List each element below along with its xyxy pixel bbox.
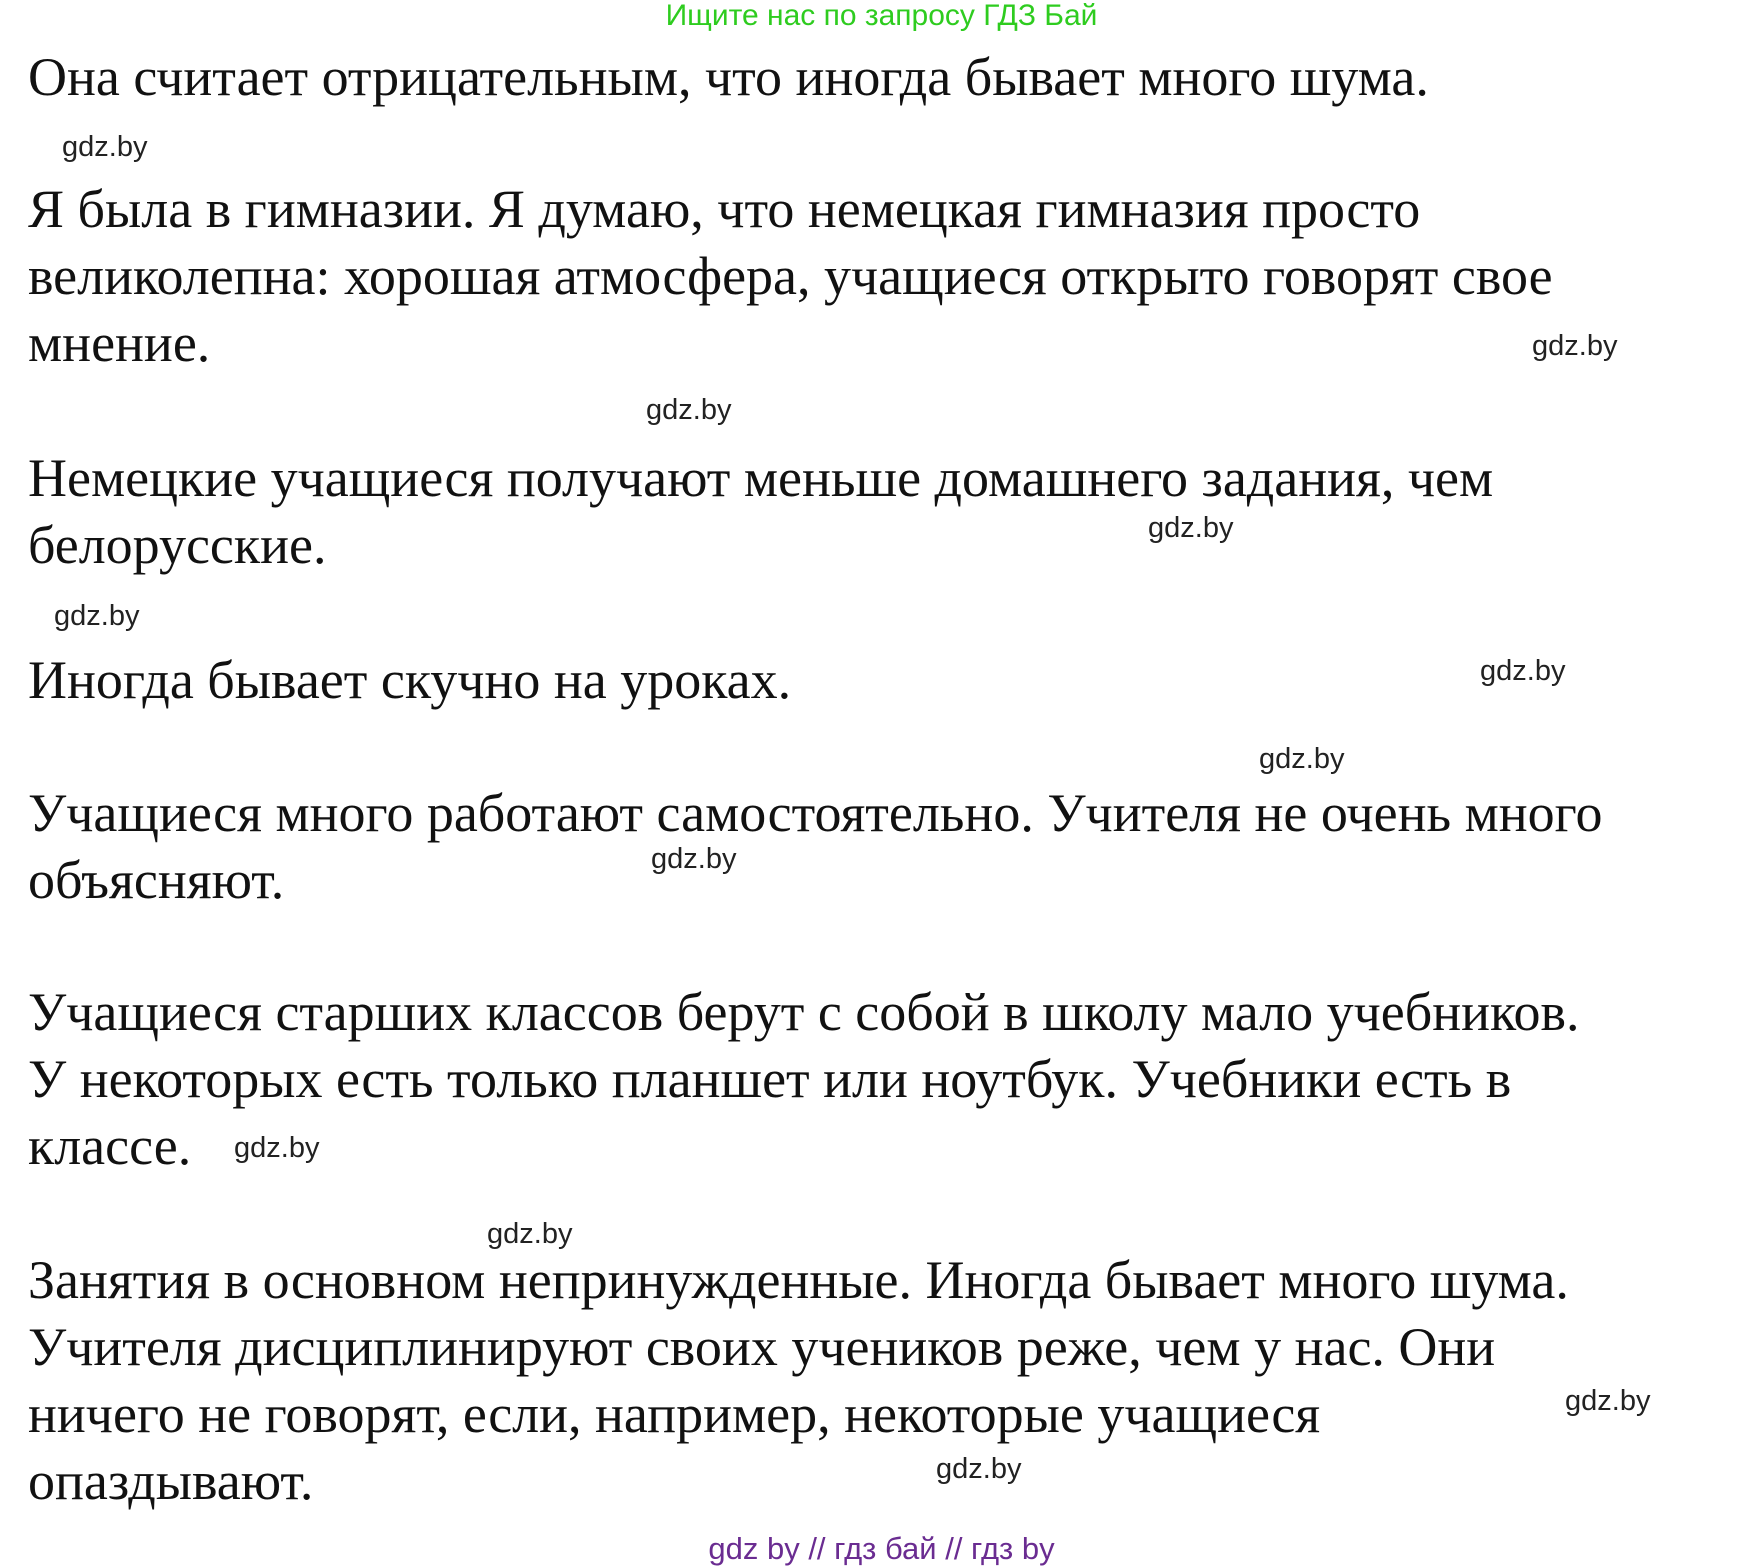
paragraph-1: [28, 44, 1429, 111]
watermark: gdz.by: [1148, 512, 1234, 544]
text-line: Учителя дисциплинируют своих учеников реже, чем у нас. Они: [28, 1317, 1496, 1377]
watermark: gdz.by: [54, 600, 140, 632]
text-line: белорусские.: [28, 515, 327, 575]
search-hint-banner: Ищите нас по запросу ГДЗ Бай: [665, 0, 1098, 32]
text-line: Немецкие учащиеся получают меньше домашнего задания, чем: [28, 448, 1494, 508]
watermark: gdz.by: [1532, 330, 1618, 362]
paragraph-3: [28, 445, 1493, 579]
watermark: gdz.by: [62, 131, 148, 163]
text-line: Занятия в основном непринужденные. Иногда бывает много шума.: [28, 1250, 1569, 1310]
text-line: объясняют.: [28, 850, 285, 910]
text-line: Я была в гимназии. Я думаю, что немецкая гимназия просто: [28, 179, 1421, 239]
text-line: Учащиеся много работают самостоятельно. Учителя не очень много: [28, 783, 1603, 843]
watermark: gdz.by: [1480, 655, 1566, 687]
watermark: gdz.by: [651, 843, 737, 875]
watermark: gdz.by: [936, 1453, 1022, 1485]
text-line: У некоторых есть только планшет или ноутбук. Учебники есть в: [28, 1049, 1512, 1109]
paragraph-7: [28, 1247, 1569, 1515]
footer-watermark: gdz by // гдз бай // гдз by: [708, 1531, 1055, 1566]
text-line: ничего не говорят, если, например, некоторые учащиеся: [28, 1384, 1321, 1444]
watermark: gdz.by: [1259, 743, 1345, 775]
text-line: Иногда бывает скучно на уроках.: [28, 650, 792, 710]
text-line: Учащиеся старших классов берут с собой в школу мало учебников.: [28, 982, 1580, 1042]
text-line: великолепна: хорошая атмосфера, учащиеся открыто говорят свое: [28, 246, 1553, 306]
text-line: Она считает отрицательным, что иногда бывает много шума.: [28, 47, 1429, 107]
watermark: gdz.by: [646, 394, 732, 426]
watermark: gdz.by: [1565, 1385, 1651, 1417]
text-line: опаздывают.: [28, 1451, 314, 1511]
text-line: классе.: [28, 1116, 192, 1176]
paragraph-5: [28, 780, 1602, 914]
watermark: gdz.by: [487, 1218, 573, 1250]
paragraph-4: [28, 647, 791, 714]
text-line: мнение.: [28, 313, 211, 373]
watermark: gdz.by: [234, 1132, 320, 1164]
paragraph-2: [28, 176, 1553, 377]
